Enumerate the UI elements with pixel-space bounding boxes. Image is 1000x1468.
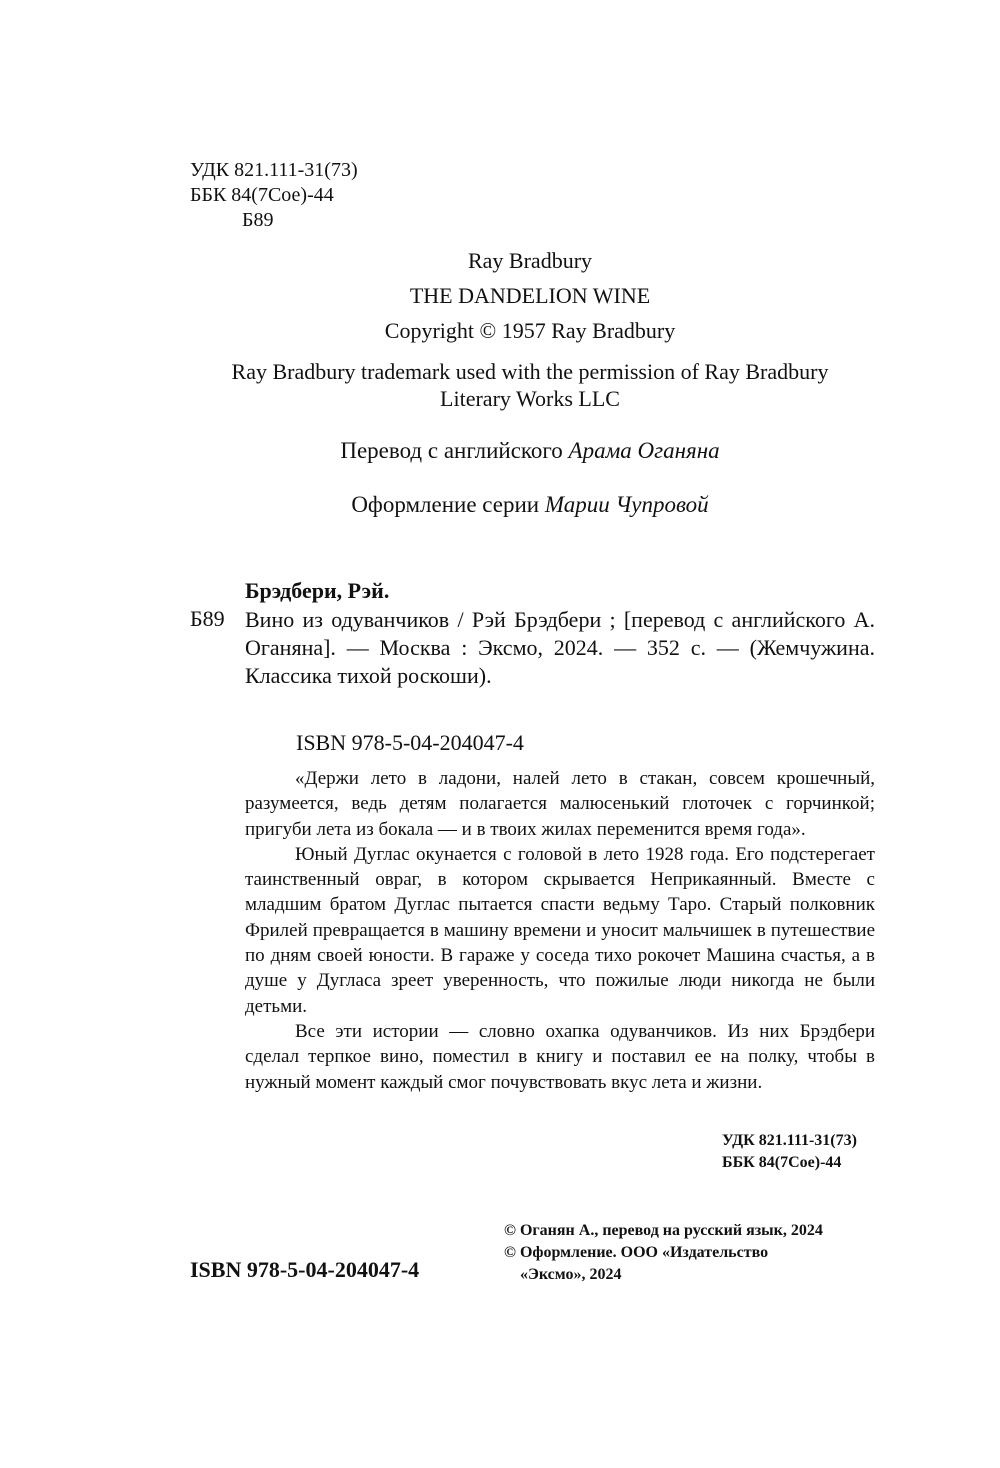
bibliographic-author: Брэдбери, Рэй. [245,578,390,603]
bibliographic-description: Вино из одуванчиков / Рэй Брэдбери ; [перевод с английского А. Оганяна]. — Москва : Эксмо, 2024. — 352 с. — (Жемчужина. Классика тихой роскоши). [245,607,875,688]
bibliographic-isbn: ISBN 978-5-04-204047-4 [296,730,524,755]
udk-code: УДК 821.111-31(73) [190,159,358,181]
classification-block [190,158,358,233]
bibliographic-code: Б89 [190,606,225,631]
trademark-notice [180,358,880,412]
original-title: THE DANDELION WINE [409,283,651,308]
translation-label: Перевод с английского [340,438,569,463]
designer-name: Марии Чупровой [544,492,709,517]
original-copyright: Copyright © 1957 Ray Bradbury [384,318,676,343]
translator-name: Арама Оганяна [568,438,720,463]
author-code: Б89 [242,209,274,231]
trademark-line-1: Ray Bradbury trademark used with the permission of Ray Bradbury [231,359,829,384]
footer-bbk: ББК 84(7Сое)-44 [722,1154,842,1171]
copyright-design-line-2: «Эксмо», 2024 [520,1266,622,1283]
copyright-notices [504,1220,823,1286]
annotation-paragraph: Юный Дуглас окунается с головой в лето 1928 года. Его подстерегает таинственный овраг, в котором скрывается Неприкаянный. Вместе с младшим братом Дуглас пытается спасти ведьму Таро. Старый полковник Фрилей превращается в машину времени и уносит мальчишек в путешествие по дням своей юности. В гараже у соседа тихо рокочет Машина счастья, а в душе у Дугласа зреет уверенность, что пожилые люди никогда не были детьми. [245,843,875,1017]
annotation-paragraph: «Держи лето в ладони, налей лето в стакан, совсем крошечный, разумеется, ведь детям полагается малюсенький глоточек с горчинкой; пригуби лета из бокала — и в твоих жилах переменится время года». [245,768,875,840]
translation-credit [180,438,880,464]
original-author: Ray Bradbury [467,248,593,273]
copyright-translation: © Оганян А., перевод на русский язык, 2024 [504,1222,823,1239]
annotation-paragraph: Все эти истории — словно охапка одуванчиков. Из них Брэдбери сделал терпкое вино, поместил в книгу и поставил ее на полку, чтобы в нужный момент каждый смог почувствовать вкус лета и жизни. [245,1020,875,1093]
footer-classification [722,1130,857,1174]
design-label: Оформление серии [351,492,545,517]
annotation [245,766,875,1095]
footer-isbn: ISBN 978-5-04-204047-4 [190,1257,420,1282]
bbk-code: ББК 84(7Сое)-44 [190,184,334,206]
copyright-design-line-1: © Оформление. ООО «Издательство [504,1244,769,1261]
footer-udk: УДК 821.111-31(73) [722,1132,857,1149]
design-credit [180,492,880,518]
trademark-line-2: Literary Works LLC [440,386,620,411]
